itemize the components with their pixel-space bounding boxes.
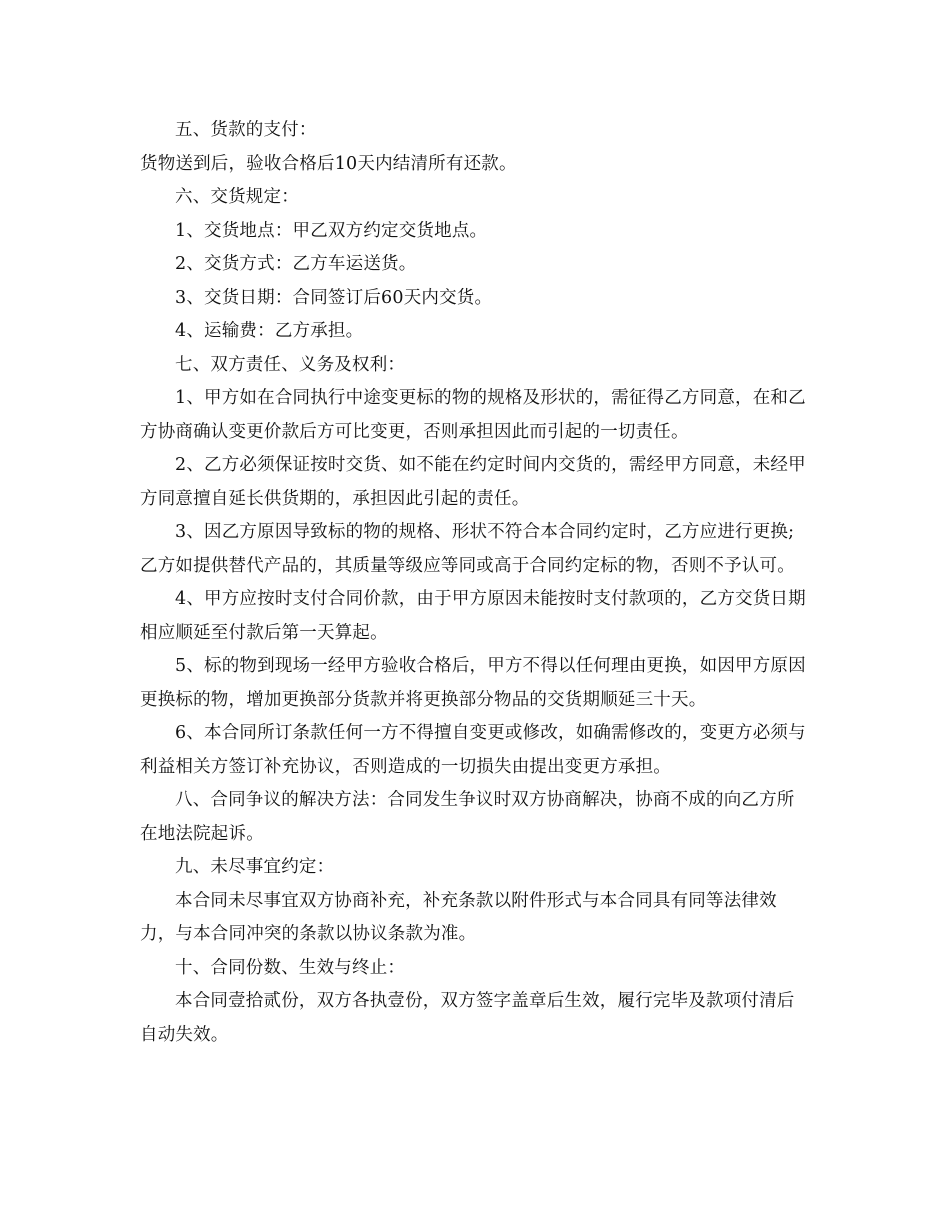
section-6-item-4: 4、运输费：乙方承担。 <box>175 321 364 341</box>
section-6-item-3: 3、交货日期：合同签订后60天内交货。 <box>175 287 493 308</box>
section-10-body: 本合同壹拾贰份，双方各执壹份，双方签字盖章后生效，履行完毕及款项付清后自动失效。 <box>140 991 795 1045</box>
section-7-heading: 七、双方责任、义务及权利： <box>175 354 406 375</box>
section-6-heading: 六、交货规定： <box>175 187 299 207</box>
section-7-item-4: 4、甲方应按时支付合同价款，由于甲方原因未能按时支付款项的，乙方交货日期相应顺延至付款后第一天算起。 <box>140 589 806 643</box>
section-7-item-2: 2、乙方必须保证按时交货、如不能在约定时间内交货的，需经甲方同意，未经甲方同意擅自延长供货期的，承担因此引起的责任。 <box>140 455 806 509</box>
section-5-heading: 五、货款的支付： <box>175 120 317 140</box>
section-9-body: 本合同未尽事宜双方协商补充，补充条款以附件形式与本合同具有同等法律效力，与本合同冲突的条款以协议条款为准。 <box>140 890 777 944</box>
section-6-item-1: 1、交货地点：甲乙双方约定交货地点。 <box>175 220 488 241</box>
section-7-item-5: 5、标的物到现场一经甲方验收合格后，甲方不得以任何理由更换，如因甲方原因更换标的物，增加更换部分货款并将更换部分物品的交货期顺延三十天。 <box>140 656 806 710</box>
section-9-heading: 九、未尽事宜约定： <box>175 857 335 877</box>
section-8-paragraph: 八、合同争议的解决方法：合同发生争议时双方协商解决，协商不成的向乙方所在地法院起诉。 <box>140 790 795 844</box>
section-6-item-2: 2、交货方式：乙方车运送货。 <box>175 254 417 274</box>
section-10-heading: 十、合同份数、生效与终止： <box>175 957 406 978</box>
document-body <box>140 114 810 1052</box>
section-7-item-1: 1、甲方如在合同执行中途变更标的物的规格及形状的，需征得乙方同意，在和乙方协商确认变更价款后方可比变更，否则承担因此而引起的一切责任。 <box>140 388 806 442</box>
section-7-item-6: 6、本合同所订条款任何一方不得擅自变更或修改，如确需修改的，变更方必须与利益相关方签订补充协议，否则造成的一切损失由提出变更方承担。 <box>140 723 806 777</box>
section-7-item-3: 3、因乙方原因导致标的物的规格、形状不符合本合同约定时，乙方应进行更换;乙方如提供替代产品的，其质量等级应等同或高于合同约定标的物，否则不予认可。 <box>140 522 795 576</box>
section-5-body: 货物送到后，验收合格后10天内结清所有还款。 <box>140 153 517 174</box>
